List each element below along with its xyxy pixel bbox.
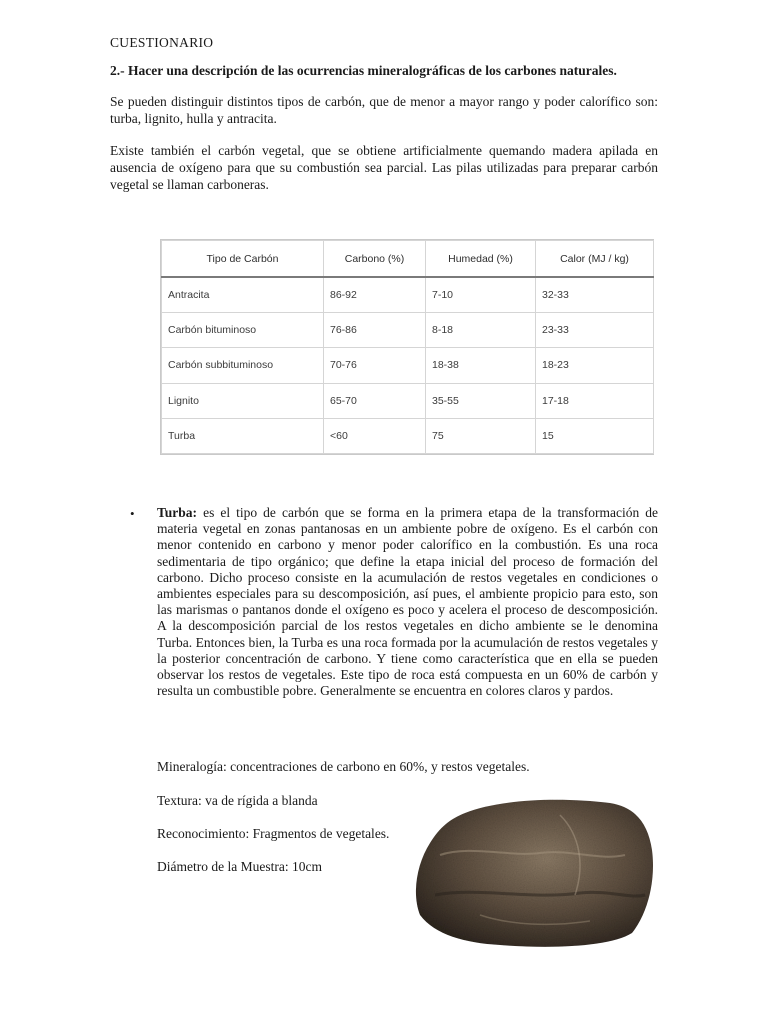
- table-cell: 86-92: [324, 277, 426, 313]
- turba-description: [157, 505, 658, 699]
- table-cell: Turba: [162, 418, 324, 453]
- section-heading: CUESTIONARIO: [110, 35, 214, 50]
- diameter-line: Diámetro de la Muestra: 10cm: [157, 859, 322, 874]
- bullet-marker: •: [130, 506, 135, 521]
- table-cell: 15: [536, 418, 654, 453]
- table-cell: 75: [426, 418, 536, 453]
- mineralogy-line: Mineralogía: concentraciones de carbono en 60%, y restos vegetales.: [157, 759, 530, 774]
- table-row: [162, 383, 654, 418]
- peat-rock-image: [410, 795, 660, 950]
- table-cell: 32-33: [536, 277, 654, 313]
- table-cell: 17-18: [536, 383, 654, 418]
- recognition-line: Reconocimiento: Fragmentos de vegetales.: [157, 826, 390, 841]
- turba-bullet: [130, 505, 658, 699]
- table-row: [162, 348, 654, 383]
- bullet-body: es el tipo de carbón que se forma en la primera etapa de la transformación de materia vegetal en zonas pantanosas en un ambiente pobre de oxígeno. Es el carbón con menor contenido en carbono y menor poder calorífico en la combustión. Es una roca sedimentaria de tipo orgánico; que define la etapa inicial del proceso de formación del carbono. Dicho proceso consiste en la acumulación de restos vegetales en condiciones o ambientes especiales para su descomposición, así pues, el ambiente propicio para esto, son las marismas o pantanos donde el oxígeno es poco y acelera el proceso de descomposición. A la descomposición parcial de los restos vegetales en dicho ambiente se le denomina Turba. Entonces bien, la Turba es una roca formada por la acumulación de restos vegetales y la posterior concentración de carbono. Y tiene como característica que en ella se pueden observar los restos de vegetales. Este tipo de roca está compuesta en un 60% de carbón y resulta un combustible pobre. Generalmente se encuentra en colores claros y pardos.: [157, 505, 658, 699]
- table-cell: Antracita: [162, 277, 324, 313]
- table-cell: 65-70: [324, 383, 426, 418]
- table-cell: Lignito: [162, 383, 324, 418]
- table-cell: <60: [324, 418, 426, 453]
- table-cell: 18-38: [426, 348, 536, 383]
- texture-line: Textura: va de rígida a blanda: [157, 793, 318, 808]
- document-body: [110, 34, 658, 193]
- table-cell: 35-55: [426, 383, 536, 418]
- table-header: Tipo de Carbón: [162, 241, 324, 278]
- table-cell: 8-18: [426, 313, 536, 348]
- table-header: Carbono (%): [324, 241, 426, 278]
- table-cell: 23-33: [536, 313, 654, 348]
- table-row: [162, 277, 654, 313]
- table-row: [162, 418, 654, 453]
- table-cell: 7-10: [426, 277, 536, 313]
- intro-paragraph: Se pueden distinguir distintos tipos de carbón, que de menor a mayor rango y poder calorífico son: turba, lignito, hulla y antracita.: [110, 94, 658, 126]
- coal-types-table: [160, 239, 654, 455]
- bullet-term: Turba:: [157, 505, 198, 520]
- table-cell: 18-23: [536, 348, 654, 383]
- table-header: Humedad (%): [426, 241, 536, 278]
- question-title: 2.- Hacer una descripción de las ocurrencias mineralográficas de los carbones naturales.: [110, 63, 617, 78]
- table-cell: Carbón bituminoso: [162, 313, 324, 348]
- table-row: [162, 313, 654, 348]
- table-cell: 76-86: [324, 313, 426, 348]
- table-header: Calor (MJ / kg): [536, 241, 654, 278]
- table-cell: Carbón subbituminoso: [162, 348, 324, 383]
- table-cell: 70-76: [324, 348, 426, 383]
- charcoal-paragraph: Existe también el carbón vegetal, que se obtiene artificialmente quemando madera apilada en ausencia de oxígeno para que su combustión sea parcial. Las pilas utilizadas para preparar carbón vegetal se llaman carboneras.: [110, 143, 658, 192]
- table-header-row: [162, 241, 654, 278]
